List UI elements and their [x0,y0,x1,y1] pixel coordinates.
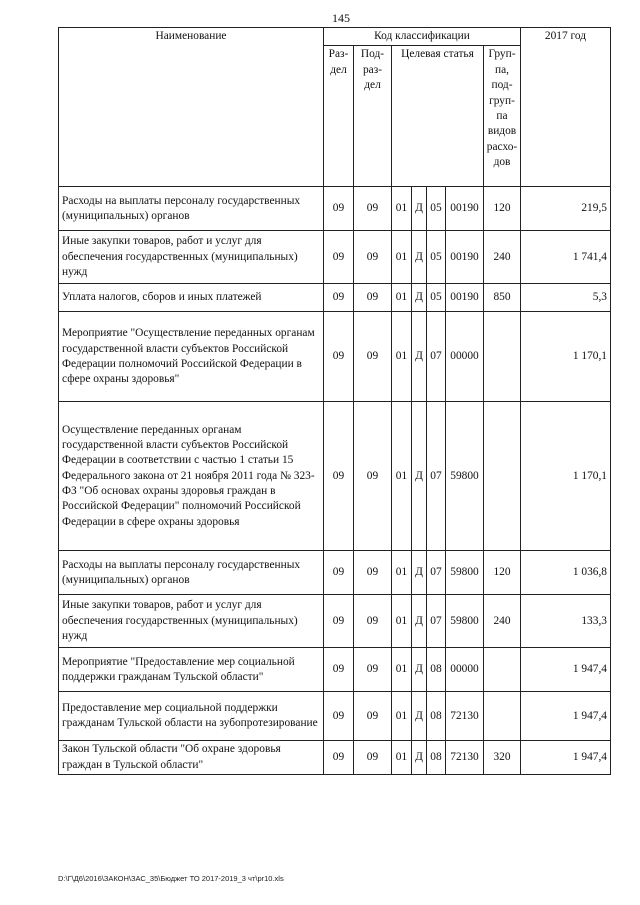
table-row [59,402,611,551]
header-podrazdel: Под- раз- дел [354,46,392,187]
row-code-t2: Д [412,284,427,312]
row-amount: 1 947,4 [521,741,611,775]
row-code-t4: 59800 [446,402,484,551]
row-code-pr: 09 [354,402,392,551]
row-code-t3: 07 [427,551,446,595]
table-row [59,648,611,692]
row-code-vr [484,648,521,692]
row-name: Предоставление мер социальной поддержки гражданам Тульской области на зубопротезирование [59,692,324,741]
table-row [59,231,611,284]
row-name: Мероприятие "Предоставление мер социальной поддержки гражданам Тульской области" [59,648,324,692]
file-path: D:\Г\Д6\2016\ЗАКОН\ЗАС_35\Бюджет ТО 2017-2019_3 чт\pr10.xls [58,874,284,883]
row-code-t4: 72130 [446,692,484,741]
row-code-t4: 00190 [446,231,484,284]
row-code-vr [484,692,521,741]
row-code-t1: 01 [392,595,412,648]
row-code-vr: 320 [484,741,521,775]
row-code-t4: 00000 [446,312,484,402]
header-year: 2017 год [521,28,611,187]
row-code-t3: 08 [427,648,446,692]
row-code-t2: Д [412,595,427,648]
row-code-t2: Д [412,741,427,775]
row-code-rz: 09 [324,402,354,551]
row-amount: 133,3 [521,595,611,648]
row-code-pr: 09 [354,692,392,741]
row-code-t4: 00190 [446,187,484,231]
budget-table [58,27,611,775]
row-code-t2: Д [412,312,427,402]
row-code-rz: 09 [324,692,354,741]
table-row [59,551,611,595]
row-amount: 1 036,8 [521,551,611,595]
row-code-t2: Д [412,231,427,284]
page-number: 145 [332,11,350,25]
row-code-t3: 05 [427,187,446,231]
header-razdel: Раз- дел [324,46,354,187]
row-code-t1: 01 [392,312,412,402]
row-code-pr: 09 [354,284,392,312]
header-name: Наименование [59,28,324,187]
row-code-t1: 01 [392,284,412,312]
row-code-t2: Д [412,692,427,741]
row-code-vr: 850 [484,284,521,312]
row-code-t2: Д [412,551,427,595]
row-code-t4: 59800 [446,551,484,595]
row-code-rz: 09 [324,187,354,231]
row-code-pr: 09 [354,231,392,284]
row-code-pr: 09 [354,741,392,775]
row-code-rz: 09 [324,551,354,595]
row-amount: 1 170,1 [521,312,611,402]
row-amount: 1 741,4 [521,231,611,284]
row-code-t4: 72130 [446,741,484,775]
row-code-t2: Д [412,187,427,231]
row-code-t1: 01 [392,187,412,231]
row-code-t1: 01 [392,648,412,692]
row-code-t1: 01 [392,551,412,595]
row-code-vr [484,312,521,402]
table-row [59,284,611,312]
row-code-t3: 08 [427,692,446,741]
row-code-t3: 08 [427,741,446,775]
row-amount: 1 947,4 [521,648,611,692]
row-code-t1: 01 [392,692,412,741]
row-code-vr: 120 [484,187,521,231]
row-code-t1: 01 [392,231,412,284]
row-amount: 5,3 [521,284,611,312]
row-name: Закон Тульской области "Об охране здоровья граждан в Тульской области" [59,741,324,775]
row-code-t3: 05 [427,231,446,284]
row-code-t4: 00190 [446,284,484,312]
row-code-pr: 09 [354,595,392,648]
header-target: Целевая статья [392,46,484,187]
row-code-rz: 09 [324,648,354,692]
header-code-group: Код классификации [324,28,521,46]
header-vid: Груп- па, под- груп- па видов расхо- дов [484,46,521,187]
row-code-pr: 09 [354,187,392,231]
row-code-t3: 07 [427,595,446,648]
row-amount: 219,5 [521,187,611,231]
row-code-rz: 09 [324,284,354,312]
row-code-vr [484,402,521,551]
table-row [59,187,611,231]
row-code-t1: 01 [392,741,412,775]
row-code-t2: Д [412,648,427,692]
row-name: Мероприятие "Осуществление переданных органам государственной власти субъектов Российской Федерации полномочий Российской Федерации в сфере охраны здоровья" [59,312,324,402]
row-code-t4: 00000 [446,648,484,692]
row-name: Уплата налогов, сборов и иных платежей [59,284,324,312]
row-code-t3: 05 [427,284,446,312]
row-name: Расходы на выплаты персоналу государственных (муниципальных) органов [59,551,324,595]
row-amount: 1 170,1 [521,402,611,551]
row-code-vr: 120 [484,551,521,595]
row-code-t3: 07 [427,312,446,402]
table-body [59,187,611,775]
row-code-rz: 09 [324,231,354,284]
row-code-rz: 09 [324,312,354,402]
row-name: Расходы на выплаты персоналу государственных (муниципальных) органов [59,187,324,231]
table-row [59,312,611,402]
row-code-t3: 07 [427,402,446,551]
row-code-vr: 240 [484,231,521,284]
row-code-t4: 59800 [446,595,484,648]
row-code-t2: Д [412,402,427,551]
row-code-t1: 01 [392,402,412,551]
row-code-pr: 09 [354,551,392,595]
table-row [59,741,611,775]
row-code-pr: 09 [354,648,392,692]
row-code-rz: 09 [324,595,354,648]
row-code-pr: 09 [354,312,392,402]
row-name: Иные закупки товаров, работ и услуг для обеспечения государственных (муниципальных) нужд [59,231,324,284]
row-name: Иные закупки товаров, работ и услуг для обеспечения государственных (муниципальных) нужд [59,595,324,648]
table-row [59,595,611,648]
row-code-rz: 09 [324,741,354,775]
row-name: Осуществление переданных органам государственной власти субъектов Российской Федерации в соответствии с частью 1 статьи 15 Федерального закона от 21 ноября 2011 года № 323-ФЗ "Об основах охраны здоровья граждан в Российской Федерации" полномочий Российской Федерации в сфере охраны здоровья [59,402,324,551]
table-header [59,28,611,187]
table-row [59,692,611,741]
row-amount: 1 947,4 [521,692,611,741]
row-code-vr: 240 [484,595,521,648]
